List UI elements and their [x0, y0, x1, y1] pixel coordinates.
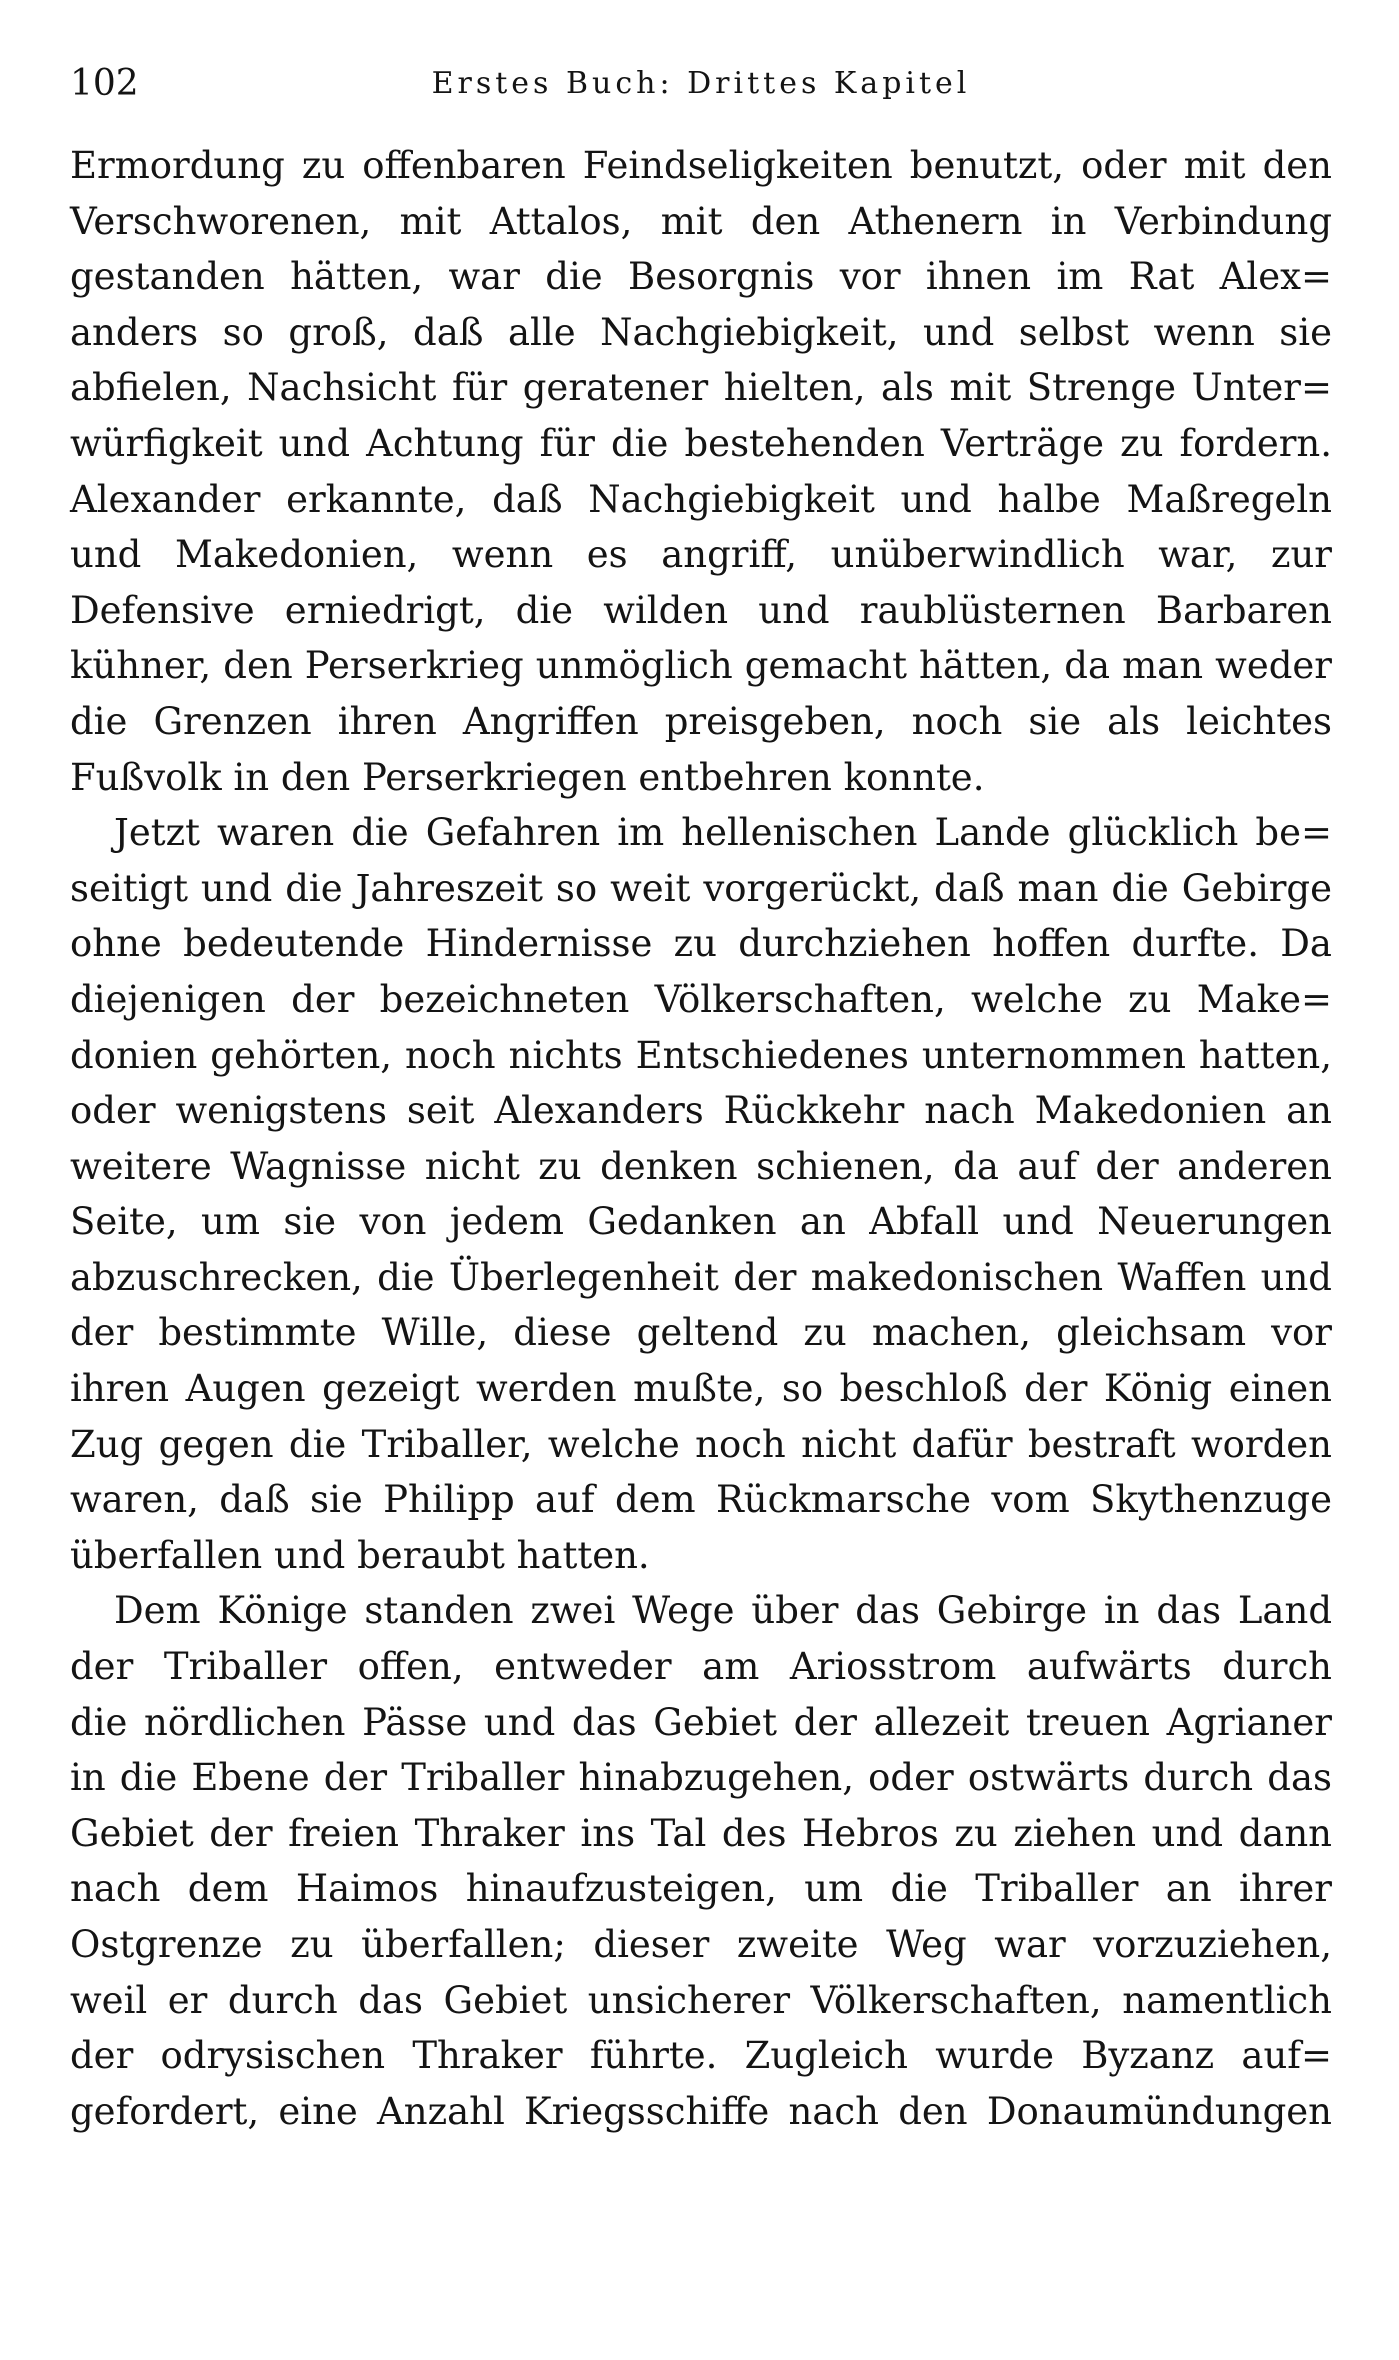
text-line: Ostgrenze zu überfallen; dieser zweite Weg war vorzuziehen, [70, 1923, 1332, 1966]
text-line: kühner, den Perserkrieg unmöglich gemacht hätten, da man weder [70, 644, 1332, 688]
text-line: donien gehörten, noch nichts Entschiedenes unternommen hatten, [70, 1033, 1332, 1077]
text-line: Gebiet der freien Thraker ins Tal des Hebros zu ziehen und dann [70, 1811, 1332, 1855]
text-line: diejenigen der bezeichneten Völkerschaften, welche zu Make= [70, 977, 1332, 1021]
body-text [70, 138, 1332, 2139]
text-line: seitigt und die Jahreszeit so weit vorgerückt, daß man die Gebirge [70, 866, 1332, 910]
text-line: Dem Könige standen zwei Wege über das Gebirge in das Land [114, 1589, 1332, 1633]
text-line: überfallen und beraubt hatten. [70, 1533, 650, 1577]
text-line: der bestimmte Wille, diese geltend zu machen, gleichsam vor [70, 1311, 1332, 1355]
book-page [70, 50, 1332, 2139]
text-line: nach dem Haimos hinaufzusteigen, um die Triballer an ihrer [70, 1867, 1332, 1911]
text-line: anders so groß, daß alle Nachgiebigkeit, und selbst wenn sie [70, 310, 1332, 354]
text-line: Alexander erkannte, daß Nachgiebigkeit und halbe Maßregeln [70, 477, 1332, 521]
text-line: die Grenzen ihren Angriffen preisgeben, noch sie als leichtes [70, 699, 1332, 743]
text-line: der odrysischen Thraker führte. Zugleich wurde Byzanz auf= [70, 2034, 1332, 2078]
text-line: gestanden hätten, war die Besorgnis vor ihnen im Rat Alex= [70, 255, 1332, 299]
text-line: ihren Augen gezeigt werden mußte, so beschloß der König einen [70, 1367, 1332, 1411]
text-line: gefordert, eine Anzahl Kriegsschiffe nach den Donaumündungen [70, 2089, 1332, 2133]
running-head: Erstes Buch: Drittes Kapitel [431, 66, 971, 101]
text-line: ohne bedeutende Hindernisse zu durchziehen hoffen durfte. Da [70, 922, 1332, 966]
text-line: weil er durch das Gebiet unsicherer Völkerschaften, namentlich [70, 1978, 1332, 2022]
text-line: der Triballer offen, entweder am Ariosstrom aufwärts durch [70, 1645, 1332, 1689]
text-line: Defensive erniedrigt, die wilden und raublüsternen Barbaren [70, 588, 1332, 632]
paragraph-3 [70, 1583, 1332, 2139]
text-line: und Makedonien, wenn es angriff, unüberwindlich war, zur [70, 533, 1332, 577]
text-line: Zug gegen die Triballer, welche noch nicht dafür bestraft worden [70, 1422, 1332, 1466]
text-line: würfigkeit und Achtung für die bestehenden Verträge zu fordern. [70, 421, 1332, 465]
text-line: Fußvolk in den Perserkriegen entbehren konnte. [70, 755, 985, 799]
paragraph-2 [70, 805, 1332, 1583]
text-line: weitere Wagnisse nicht zu denken schienen, da auf der anderen [70, 1144, 1332, 1188]
text-line: Jetzt waren die Gefahren im hellenischen Lande glücklich be= [114, 811, 1332, 855]
text-line: Ermordung zu offenbaren Feindseligkeiten benutzt, oder mit den [70, 144, 1332, 187]
text-line: die nördlichen Pässe und das Gebiet der allezeit treuen Agrianer [70, 1700, 1332, 1744]
text-line: oder wenigstens seit Alexanders Rückkehr nach Makedonien an [70, 1089, 1332, 1133]
page-header [70, 50, 1332, 120]
text-line: waren, daß sie Philipp auf dem Rückmarsche vom Skythenzuge [70, 1478, 1332, 1522]
text-line: abfielen, Nachsicht für geratener hielten, als mit Strenge Unter= [70, 366, 1332, 410]
text-line: in die Ebene der Triballer hinabzugehen, oder ostwärts durch das [70, 1756, 1332, 1800]
text-line: Seite, um sie von jedem Gedanken an Abfall und Neuerungen [70, 1200, 1332, 1244]
text-line: Verschworenen, mit Attalos, mit den Athenern in Verbindung [70, 199, 1332, 243]
text-line: abzuschrecken, die Überlegenheit der makedonischen Waffen und [70, 1255, 1332, 1299]
page-number: 102 [70, 63, 139, 104]
paragraph-1 [70, 138, 1332, 805]
